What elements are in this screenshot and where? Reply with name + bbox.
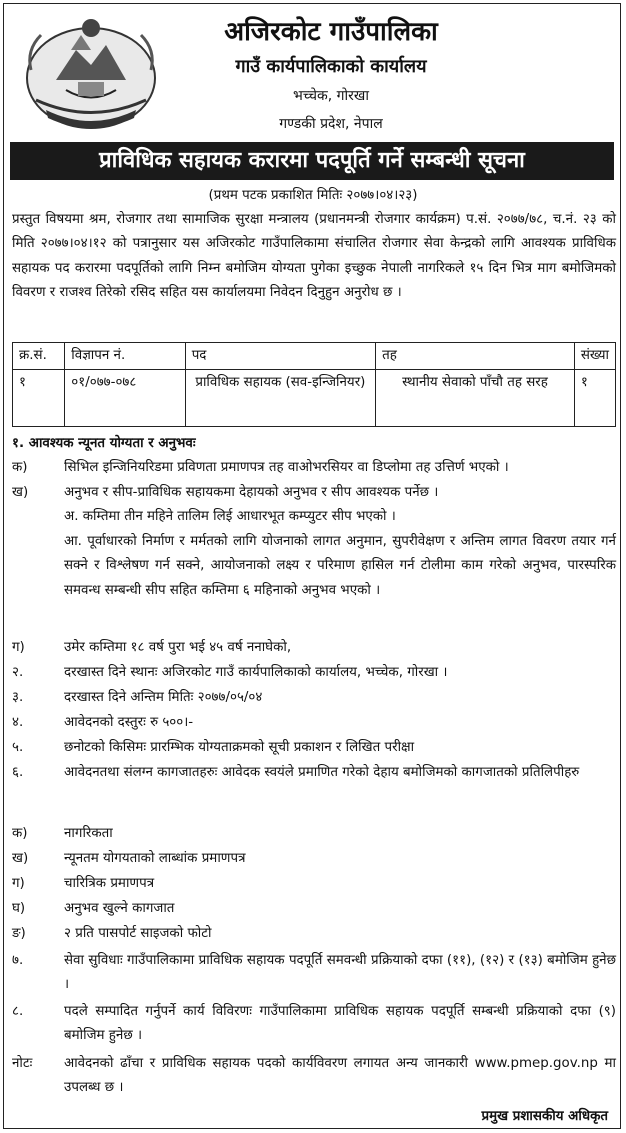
vacancy-table: [12, 342, 616, 427]
item-text: नागरिकता: [64, 826, 113, 841]
note-label: नोटः: [12, 1056, 33, 1071]
list-item: [12, 761, 616, 785]
col-header-post: पद: [185, 343, 375, 370]
address-line-2: गण्डकी प्रदेश, नेपाल: [279, 116, 383, 132]
list-item: [12, 505, 616, 529]
note-item: [12, 1052, 616, 1101]
list-item: [12, 949, 616, 998]
item-number: ङ): [12, 926, 26, 941]
address-line-1: भच्चेक, गोरखा: [293, 88, 369, 104]
list-item: [12, 456, 616, 480]
table-row: [13, 370, 616, 427]
list-item: [12, 686, 616, 710]
item-number: क): [12, 826, 28, 841]
item-number: ३.: [12, 690, 24, 705]
cell-post: प्राविधिक सहायक (सव-इन्जिनियर): [185, 370, 375, 427]
item-text: आवेदनतथा संलग्न कागजातहरुः आवेदक स्वयंले प्रमाणित गरेको देहाय बमोजिमको कागजातको प्रतिलिपीहरु: [64, 765, 580, 780]
col-header-ad-no: विज्ञापन नं.: [65, 343, 185, 370]
notice-frame: [3, 3, 621, 1129]
list-item: [12, 636, 616, 660]
note-text: आवेदनको ढाँचा र प्राविधिक सहायक पदको कार्यविवरण लगायत अन्य जानकारी www.pmep.gov.np मा उपलब्ध छ ।: [64, 1056, 616, 1096]
item-text: दरखास्त दिने अन्तिम मितिः २०७७/०५/०४: [64, 690, 263, 705]
item-number: २.: [12, 665, 24, 680]
office-name: गाउँ कार्यपालिकाको कार्यालय: [235, 56, 427, 77]
item-text: अ. कम्तिमा तीन महिने तालिम लिई आधारभूत कम्प्युटर सीप भएको ।: [64, 509, 396, 524]
item-number: ख): [12, 851, 29, 866]
item-text: उमेर कम्तिमा १८ वर्ष पुरा भई ४५ वर्ष ननाघेको,: [64, 640, 292, 655]
signature-title: प्रमुख प्रशासकीय अधिकृत: [481, 1109, 608, 1124]
item-number: ४.: [12, 715, 24, 730]
list-item: [12, 661, 616, 685]
item-number: ग): [12, 876, 25, 891]
item-text: चारित्रिक प्रमाणपत्र: [64, 876, 155, 891]
cell-count: १: [574, 370, 615, 427]
item-text: सेवा सुविधाः गाउँपालिकामा प्राविधिक सहायक पदपूर्ति समवन्धी प्रक्रियाको दफा (११), (१२) र (१३) बमोजिम हुनेछ ।: [64, 953, 616, 993]
published-date: (प्रथम पटक प्रकाशित मितिः २०७७।०४।२३): [208, 188, 418, 203]
list-item: [12, 872, 616, 896]
item-number: क): [12, 460, 28, 475]
item-number: ग): [12, 640, 25, 655]
list-item: [12, 922, 616, 946]
list-item: [12, 736, 616, 760]
municipality-name: अजिरकोट गाउँपालिका: [224, 17, 438, 47]
item-text: दरखास्त दिने स्थानः अजिरकोट गाउँ कार्यपालिकाको कार्यालय, भच्चेक, गोरखा ।: [64, 665, 448, 680]
col-header-level: तह: [376, 343, 575, 370]
cell-ad-no: ०१/०७७-०७८: [65, 370, 185, 427]
notice-title-banner: प्राविधिक सहायक करारमा पदपूर्ति गर्ने सम्बन्धी सूचना: [10, 142, 614, 180]
item-text: आ. पूर्वाधारको निर्माण र मर्मतको लागि योजनाको लागत अनुमान, सुपरीवेक्षण र अन्तिम लागत विवरण तयार गर्न सक्ने र विश्लेषण गर्न सक्ने, आयोजनाको लक्ष्य र परिमाण हासिल गर्न टोलीमा काम गरेको अनुभव, पारस्परिक समवन्ध सम्बन्धी सीप सहित कम्तिमा ६ महिनाको अनुभव भएको ।: [64, 534, 616, 598]
item-text: सिभिल इन्जिनियरिडमा प्रविणता प्रमाणपत्र तह वाओभरसियर वा डिप्लोमा तह उत्तिर्ण भएको ।: [64, 460, 509, 475]
item-text: २ प्रति पासपोर्ट साइजको फोटो: [64, 926, 212, 941]
list-item: [12, 897, 616, 921]
item-text: न्यूनतम योगयताको लाब्धांक प्रमाणपत्र: [64, 851, 246, 866]
list-item: [12, 822, 616, 846]
intro-paragraph: प्रस्तुत विषयमा श्रम, रोजगार तथा सामाजिक सुरक्षा मन्त्रालय (प्रधानमन्त्री रोजगार कार्यक्रम) प.सं. २०७७/७८, च.नं. २३ को मिति २०७७।०४।१२ को पत्रानुसार यस अजिरकोट गाउँपालिकामा संचालित रोजगार सेवा केन्द्रको लागि आवश्यक प्राविधिक सहायक पद करारमा पदपूर्तिको लागि निम्न बमोजिम योग्यता पुगेका इच्छुक नेपाली नागरिकले १५ दिन भित्र माग बमोजिमको विवरण र राजश्व तिरेको रसिद सहित यस कार्यालयमा निवेदन दिनुहुन अनुरोध छ ।: [12, 212, 616, 300]
item-text: आवेदनको दस्तुरः रु ५००।-: [64, 715, 194, 730]
table-header-row: [13, 343, 616, 370]
list-item: [12, 1000, 616, 1049]
item-number: ५.: [12, 740, 24, 755]
section-heading: १. आवश्यक न्यूनत योग्यता र अनुभवः: [12, 436, 196, 451]
item-text: छनोटको किसिमः प्रारम्भिक योग्यताक्रमको सूची प्रकाशन र लिखित परीक्षा: [64, 740, 415, 755]
list-item: [12, 847, 616, 871]
cell-sn: १: [13, 370, 65, 427]
item-number: ६.: [12, 765, 24, 780]
list-item: [12, 530, 616, 603]
col-header-sn: क्र.सं.: [13, 343, 65, 370]
cell-level: स्थानीय सेवाको पाँचौ तह सरह: [376, 370, 575, 427]
notice-header: [4, 4, 622, 144]
list-item: [12, 711, 616, 735]
col-header-count: संख्या: [574, 343, 615, 370]
item-text: अनुभव र सीप-प्राविधिक सहायकमा देहायको अनुभव र सीप आवश्यक पर्नेछ ।: [64, 485, 439, 500]
item-number: ७.: [12, 953, 24, 968]
item-number: ८.: [12, 1004, 24, 1019]
item-number: ख): [12, 485, 29, 500]
item-number: घ): [12, 901, 26, 916]
item-text: पदले सम्पादित गर्नुपर्ने कार्य विविरणः गाउँपालिकामा प्राविधिक सहायक पदपूर्ति सम्बन्धी प्रक्रियाको दफा (९) बमोजिम हुनेछ ।: [64, 1004, 616, 1044]
list-item: [12, 481, 616, 505]
item-text: अनुभव खुल्ने कागजात: [64, 901, 175, 916]
